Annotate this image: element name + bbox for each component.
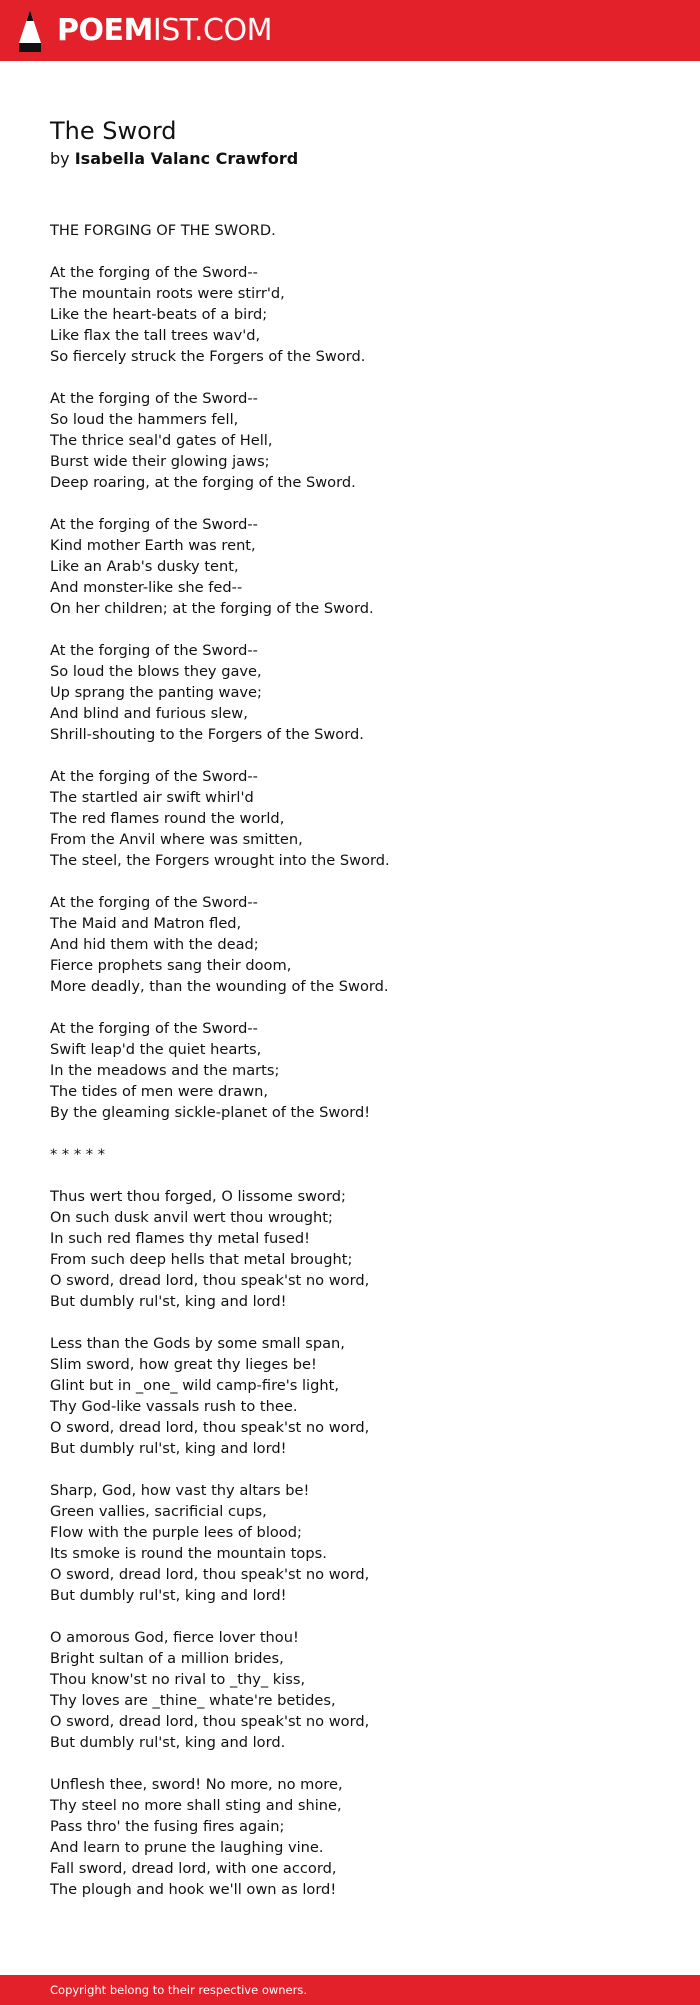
poem-line: So fiercely struck the Forgers of the Sword. <box>50 348 366 365</box>
poem-line: From such deep hells that metal brought; <box>50 1251 353 1268</box>
poem-stanza <box>50 892 650 997</box>
poem-line: At the forging of the Sword-- <box>50 264 258 281</box>
poem-stanza <box>50 766 650 871</box>
poem-heading <box>50 116 650 170</box>
poem-line: But dumbly rul'st, king and lord. <box>50 1734 286 1751</box>
poem-line: From the Anvil where was smitten, <box>50 831 303 848</box>
poem-line: In the meadows and the marts; <box>50 1062 280 1079</box>
pencil-logo-icon <box>17 9 43 53</box>
poem-line: But dumbly rul'st, king and lord! <box>50 1587 287 1604</box>
poem-line: THE FORGING OF THE SWORD. <box>50 222 276 239</box>
poem-line: And learn to prune the laughing vine. <box>50 1839 324 1856</box>
poem-line: O sword, dread lord, thou speak'st no word, <box>50 1419 370 1436</box>
poem-line: At the forging of the Sword-- <box>50 1020 258 1037</box>
poem-line: Kind mother Earth was rent, <box>50 537 256 554</box>
poem-line: O sword, dread lord, thou speak'st no word, <box>50 1272 370 1289</box>
poem-line: In such red flames thy metal fused! <box>50 1230 310 1247</box>
poem-line: And blind and furious slew, <box>50 705 248 722</box>
poem-body <box>50 220 650 1921</box>
poem-line: And hid them with the dead; <box>50 936 259 953</box>
poem-line: But dumbly rul'st, king and lord! <box>50 1293 287 1310</box>
poem-line: * * * * * <box>50 1146 106 1163</box>
poem-line: Fierce prophets sang their doom, <box>50 957 292 974</box>
poem-line: Like flax the tall trees wav'd, <box>50 327 261 344</box>
poem-line: More deadly, than the wounding of the Sword. <box>50 978 389 995</box>
poem-line: Thus wert thou forged, O lissome sword; <box>50 1188 346 1205</box>
poem-line: Bright sultan of a million brides, <box>50 1650 284 1667</box>
poem-line: Pass thro' the fusing fires again; <box>50 1818 285 1835</box>
poem-line: Deep roaring, at the forging of the Sword. <box>50 474 356 491</box>
poem-stanza <box>50 514 650 619</box>
logo-light-text: IST.COM <box>152 12 272 48</box>
poem-stanza <box>50 388 650 493</box>
poem-line: Thou know'st no rival to _thy_ kiss, <box>50 1671 306 1688</box>
poem-stanza <box>50 1774 650 1900</box>
poem-author: Isabella Valanc Crawford <box>74 149 299 168</box>
footer-copyright: Copyright belong to their respective owners. <box>50 1983 308 1997</box>
poem-stanza <box>50 1018 650 1123</box>
poem-line: By the gleaming sickle-planet of the Sword! <box>50 1104 371 1121</box>
poem-line: The plough and hook we'll own as lord! <box>50 1881 337 1898</box>
poem-line: At the forging of the Sword-- <box>50 390 258 407</box>
poem-line: On such dusk anvil wert thou wrought; <box>50 1209 333 1226</box>
poem-line: The tides of men were drawn, <box>50 1083 269 1100</box>
poem-line: So loud the blows they gave, <box>50 663 262 680</box>
poem-line: Burst wide their glowing jaws; <box>50 453 270 470</box>
poem-line: So loud the hammers fell, <box>50 411 239 428</box>
poem-stanza <box>50 1186 650 1312</box>
site-header <box>0 0 700 61</box>
poem-line: At the forging of the Sword-- <box>50 894 258 911</box>
poem-line: Like the heart-beats of a bird; <box>50 306 268 323</box>
poem-line: On her children; at the forging of the Sword. <box>50 600 374 617</box>
poem-line: Glint but in _one_ wild camp-fire's light, <box>50 1377 339 1394</box>
poem-line: The Maid and Matron fled, <box>50 915 242 932</box>
poem-line: The startled air swift whirl'd <box>50 789 254 806</box>
poem-line: Sharp, God, how vast thy altars be! <box>50 1482 310 1499</box>
poem-line: Thy steel no more shall sting and shine, <box>50 1797 342 1814</box>
logo-bold-text: POEM <box>57 12 153 48</box>
poem-line: Slim sword, how great thy lieges be! <box>50 1356 317 1373</box>
poem-line: And monster-like she fed-- <box>50 579 243 596</box>
poem-line: O sword, dread lord, thou speak'st no word, <box>50 1566 370 1583</box>
site-footer <box>0 1975 700 2005</box>
poem-line: At the forging of the Sword-- <box>50 642 258 659</box>
poem-line: At the forging of the Sword-- <box>50 516 258 533</box>
poem-stanza <box>50 1480 650 1606</box>
poem-line: Swift leap'd the quiet hearts, <box>50 1041 262 1058</box>
poem-line: Its smoke is round the mountain tops. <box>50 1545 327 1562</box>
poem-stanza <box>50 640 650 745</box>
poem-stanza <box>50 1333 650 1459</box>
poem-line: O sword, dread lord, thou speak'st no word, <box>50 1713 370 1730</box>
poem-title: The Sword <box>50 117 177 145</box>
poem-line: Fall sword, dread lord, with one accord, <box>50 1860 337 1877</box>
poem-line: O amorous God, fierce lover thou! <box>50 1629 299 1646</box>
poem-line: The mountain roots were stirr'd, <box>50 285 285 302</box>
poem-stanza <box>50 220 650 241</box>
poem-line: The red flames round the world, <box>50 810 285 827</box>
poem-stanza <box>50 1627 650 1753</box>
poem-line: Green vallies, sacrificial cups, <box>50 1503 267 1520</box>
poem-line: Less than the Gods by some small span, <box>50 1335 345 1352</box>
poem-line: But dumbly rul'st, king and lord! <box>50 1440 287 1457</box>
poem-line: Up sprang the panting wave; <box>50 684 262 701</box>
poem-stanza <box>50 1144 650 1165</box>
poem-line: Shrill-shouting to the Forgers of the Sword. <box>50 726 364 743</box>
poem-line: Thy God-like vassals rush to thee. <box>50 1398 298 1415</box>
poem-line: The steel, the Forgers wrought into the Sword. <box>50 852 390 869</box>
poem-line: Flow with the purple lees of blood; <box>50 1524 302 1541</box>
site-logo-link[interactable] <box>17 9 272 53</box>
poem-line: At the forging of the Sword-- <box>50 768 258 785</box>
by-label: by <box>50 149 70 168</box>
poem-byline <box>50 148 650 170</box>
site-logo-text <box>57 12 272 48</box>
poem-line: Thy loves are _thine_ whate're betides, <box>50 1692 336 1709</box>
poem-line: Like an Arab's dusky tent, <box>50 558 239 575</box>
poem-stanza <box>50 262 650 367</box>
poem-line: Unflesh thee, sword! No more, no more, <box>50 1776 343 1793</box>
poem-line: The thrice seal'd gates of Hell, <box>50 432 273 449</box>
